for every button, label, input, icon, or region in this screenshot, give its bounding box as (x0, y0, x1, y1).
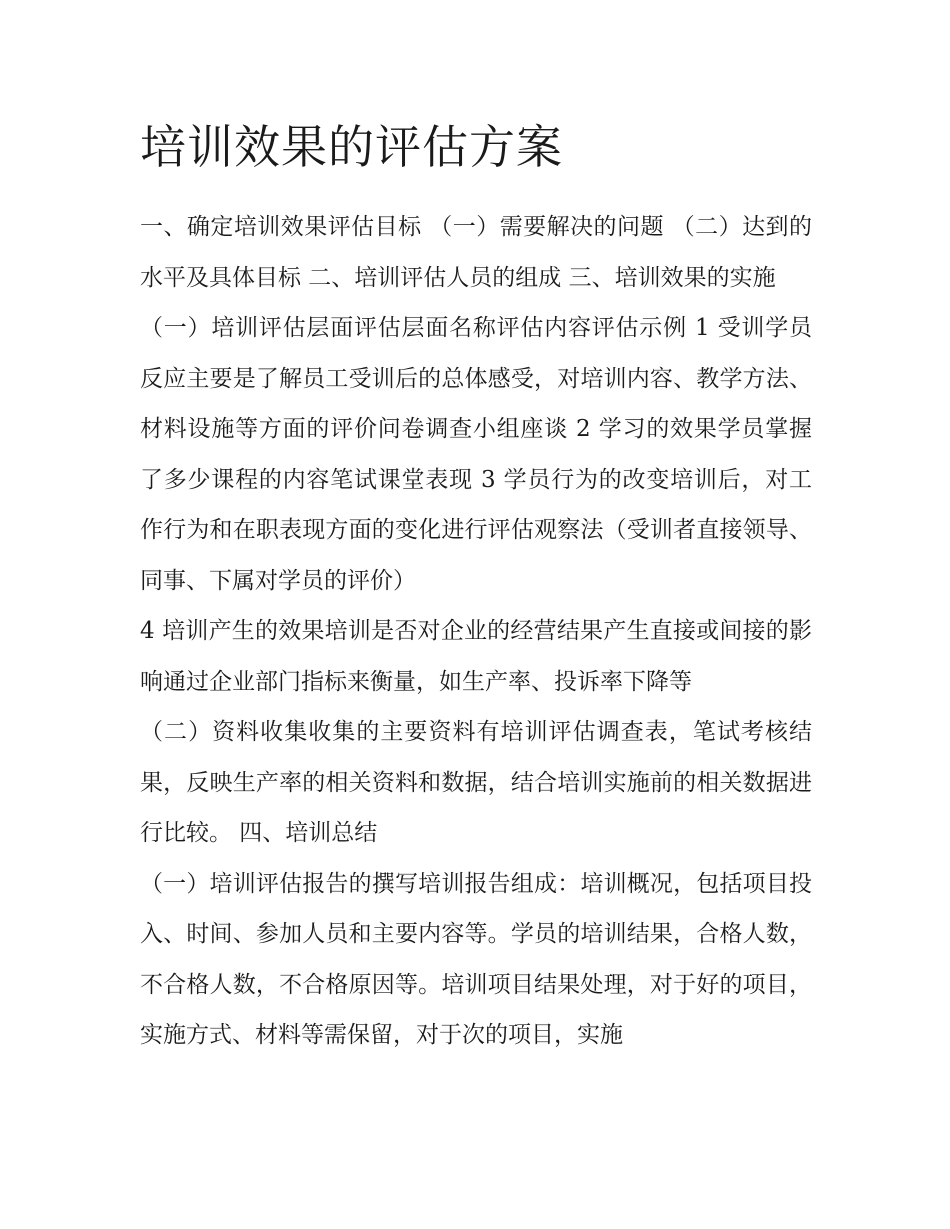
paragraph-training-results: 4 培训产生的效果培训是否对企业的经营结果产生直接或间接的影响通过企业部门指标来衡量，如生产率、投诉率下降等 (140, 618, 812, 695)
document-title: 培训效果的评估方案 (140, 120, 563, 174)
paragraph-evaluation-goals: 一、确定培训效果评估目标 （一）需要解决的问题 （二）达到的水平及具体目标 二、培训评估人员的组成 三、培训效果的实施 (140, 214, 812, 291)
paragraph-data-collection: （二）资料收集收集的主要资料有培训评估调查表，笔试考核结果，反映生产率的相关资料和数据，结合培训实施前的相关数据进行比较。 四、培训总结 (140, 719, 812, 846)
paragraph-evaluation-report: （一）培训评估报告的撰写培训报告组成：培训概况，包括项目投入、时间、参加人员和主要内容等。学员的培训结果，合格人数，不合格人数，不合格原因等。培训项目结果处理，对于好的项目，实施方式、材料等需保留，对于次的项目，实施 (140, 870, 812, 1048)
document-body (140, 112, 812, 1061)
paragraph-evaluation-levels: （一）培训评估层面评估层面名称评估内容评估示例 1 受训学员反应主要是了解员工受训后的总体感受，对培训内容、教学方法、材料设施等方面的评价问卷调查小组座谈 2 学习的效果学员掌握了多少课程的内容笔试课堂表现 3 学员行为的改变培训后，对工作行为和在职表现方面的变化进行评估观察法（受训者直接领导、同事、下属对学员的评价） (140, 315, 812, 594)
